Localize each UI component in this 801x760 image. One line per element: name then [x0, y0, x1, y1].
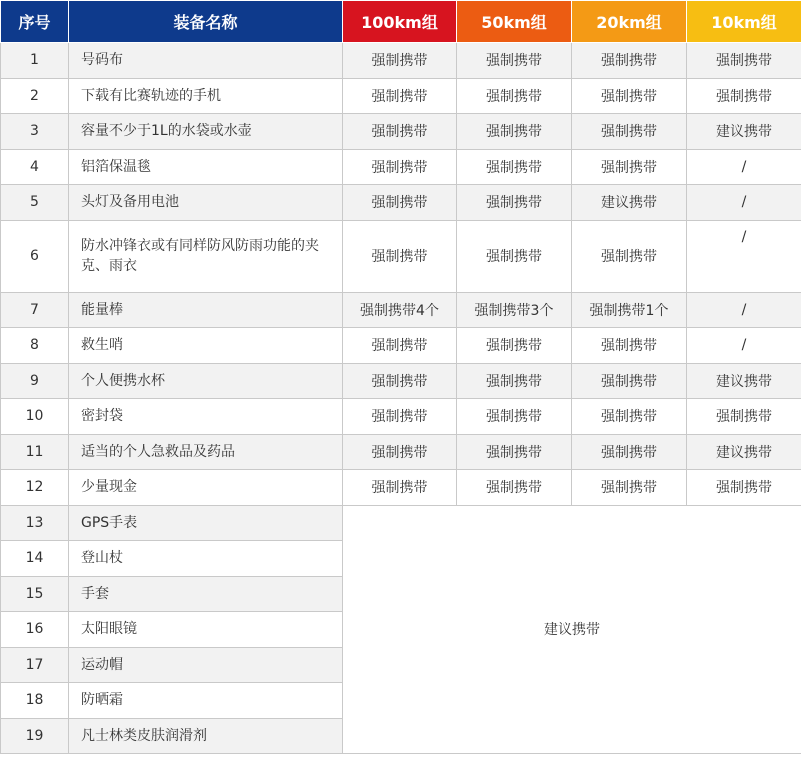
requirement-20km: 强制携带: [572, 114, 687, 150]
header-group-50km: 50km组: [457, 1, 572, 43]
requirement-50km: 强制携带: [457, 220, 572, 292]
header-group-100km: 100km组: [343, 1, 457, 43]
requirement-10km: 建议携带: [687, 363, 801, 399]
requirement-10km: /: [687, 185, 801, 221]
row-index: 10: [1, 399, 69, 435]
equipment-name: 铝箔保温毯: [69, 149, 343, 185]
row-index: 19: [1, 718, 69, 754]
requirement-100km: 强制携带: [343, 78, 457, 114]
row-index: 12: [1, 470, 69, 506]
row-index: 7: [1, 292, 69, 328]
table-row: [1, 185, 801, 221]
requirement-100km: 强制携带: [343, 149, 457, 185]
row-index: 15: [1, 576, 69, 612]
requirement-10km: /: [687, 292, 801, 328]
equipment-name: 容量不少于1L的水袋或水壶: [69, 114, 343, 150]
requirement-10km: /: [687, 149, 801, 185]
equipment-name: 登山杖: [69, 541, 343, 577]
table-row: [1, 363, 801, 399]
row-index: 17: [1, 647, 69, 683]
requirement-20km: 强制携带: [572, 149, 687, 185]
optional-requirement-note: 建议携带: [343, 505, 801, 754]
table-row: [1, 114, 801, 150]
table-header-row: [1, 1, 801, 43]
row-index: 5: [1, 185, 69, 221]
requirement-20km: 强制携带: [572, 399, 687, 435]
requirement-50km: 强制携带: [457, 185, 572, 221]
requirement-50km: 强制携带: [457, 470, 572, 506]
equipment-name: 适当的个人急救品及药品: [69, 434, 343, 470]
requirement-50km: 强制携带: [457, 434, 572, 470]
requirement-50km: 强制携带: [457, 114, 572, 150]
requirement-50km: 强制携带: [457, 363, 572, 399]
table-row: [1, 292, 801, 328]
header-group-10km: 10km组: [687, 1, 801, 43]
requirement-50km: 强制携带: [457, 43, 572, 79]
table-row: [1, 505, 801, 541]
row-index: 2: [1, 78, 69, 114]
requirement-50km: 强制携带3个: [457, 292, 572, 328]
equipment-name: GPS手表: [69, 505, 343, 541]
requirement-10km: 强制携带: [687, 43, 801, 79]
row-index: 4: [1, 149, 69, 185]
requirement-20km: 强制携带: [572, 328, 687, 364]
row-index: 9: [1, 363, 69, 399]
equipment-name: 能量棒: [69, 292, 343, 328]
requirement-20km: 强制携带: [572, 470, 687, 506]
header-group-20km: 20km组: [572, 1, 687, 43]
equipment-name: 防晒霜: [69, 683, 343, 719]
requirement-20km: 强制携带: [572, 78, 687, 114]
requirement-50km: 强制携带: [457, 399, 572, 435]
requirement-10km: 强制携带: [687, 78, 801, 114]
table-row: [1, 328, 801, 364]
requirement-20km: 强制携带1个: [572, 292, 687, 328]
requirement-100km: 强制携带: [343, 434, 457, 470]
equipment-name: 号码布: [69, 43, 343, 79]
requirement-100km: 强制携带: [343, 220, 457, 292]
requirement-20km: 强制携带: [572, 43, 687, 79]
row-index: 3: [1, 114, 69, 150]
equipment-name: 少量现金: [69, 470, 343, 506]
table-row: [1, 149, 801, 185]
requirement-50km: 强制携带: [457, 328, 572, 364]
equipment-name: 手套: [69, 576, 343, 612]
requirement-10km: 强制携带: [687, 470, 801, 506]
requirement-100km: 强制携带4个: [343, 292, 457, 328]
requirement-50km: 强制携带: [457, 149, 572, 185]
requirement-10km: 建议携带: [687, 114, 801, 150]
equipment-name: 个人便携水杯: [69, 363, 343, 399]
requirement-10km: /: [687, 220, 801, 292]
equipment-name: 下载有比赛轨迹的手机: [69, 78, 343, 114]
equipment-name: 太阳眼镜: [69, 612, 343, 648]
row-index: 16: [1, 612, 69, 648]
equipment-name: 凡士林类皮肤润滑剂: [69, 718, 343, 754]
requirement-10km: 强制携带: [687, 399, 801, 435]
requirement-20km: 强制携带: [572, 434, 687, 470]
header-index: 序号: [1, 1, 69, 43]
requirement-20km: 强制携带: [572, 363, 687, 399]
table-row: [1, 434, 801, 470]
row-index: 1: [1, 43, 69, 79]
requirement-100km: 强制携带: [343, 185, 457, 221]
equipment-name: 头灯及备用电池: [69, 185, 343, 221]
requirement-100km: 强制携带: [343, 470, 457, 506]
table-row: [1, 78, 801, 114]
header-equipment-name: 装备名称: [69, 1, 343, 43]
row-index: 13: [1, 505, 69, 541]
equipment-name: 救生哨: [69, 328, 343, 364]
table-row: [1, 399, 801, 435]
requirement-100km: 强制携带: [343, 43, 457, 79]
requirement-100km: 强制携带: [343, 399, 457, 435]
row-index: 6: [1, 220, 69, 292]
row-index: 11: [1, 434, 69, 470]
requirement-100km: 强制携带: [343, 328, 457, 364]
table-row: [1, 43, 801, 79]
requirement-100km: 强制携带: [343, 114, 457, 150]
equipment-name: 密封袋: [69, 399, 343, 435]
requirement-20km: 强制携带: [572, 220, 687, 292]
requirement-50km: 强制携带: [457, 78, 572, 114]
requirement-10km: /: [687, 328, 801, 364]
table-row: [1, 220, 801, 292]
row-index: 8: [1, 328, 69, 364]
row-index: 14: [1, 541, 69, 577]
table-row: [1, 470, 801, 506]
requirement-20km: 建议携带: [572, 185, 687, 221]
equipment-name: 运动帽: [69, 647, 343, 683]
requirement-100km: 强制携带: [343, 363, 457, 399]
equipment-name: 防水冲锋衣或有同样防风防雨功能的夹克、雨衣: [69, 220, 343, 292]
row-index: 18: [1, 683, 69, 719]
requirement-10km: 建议携带: [687, 434, 801, 470]
